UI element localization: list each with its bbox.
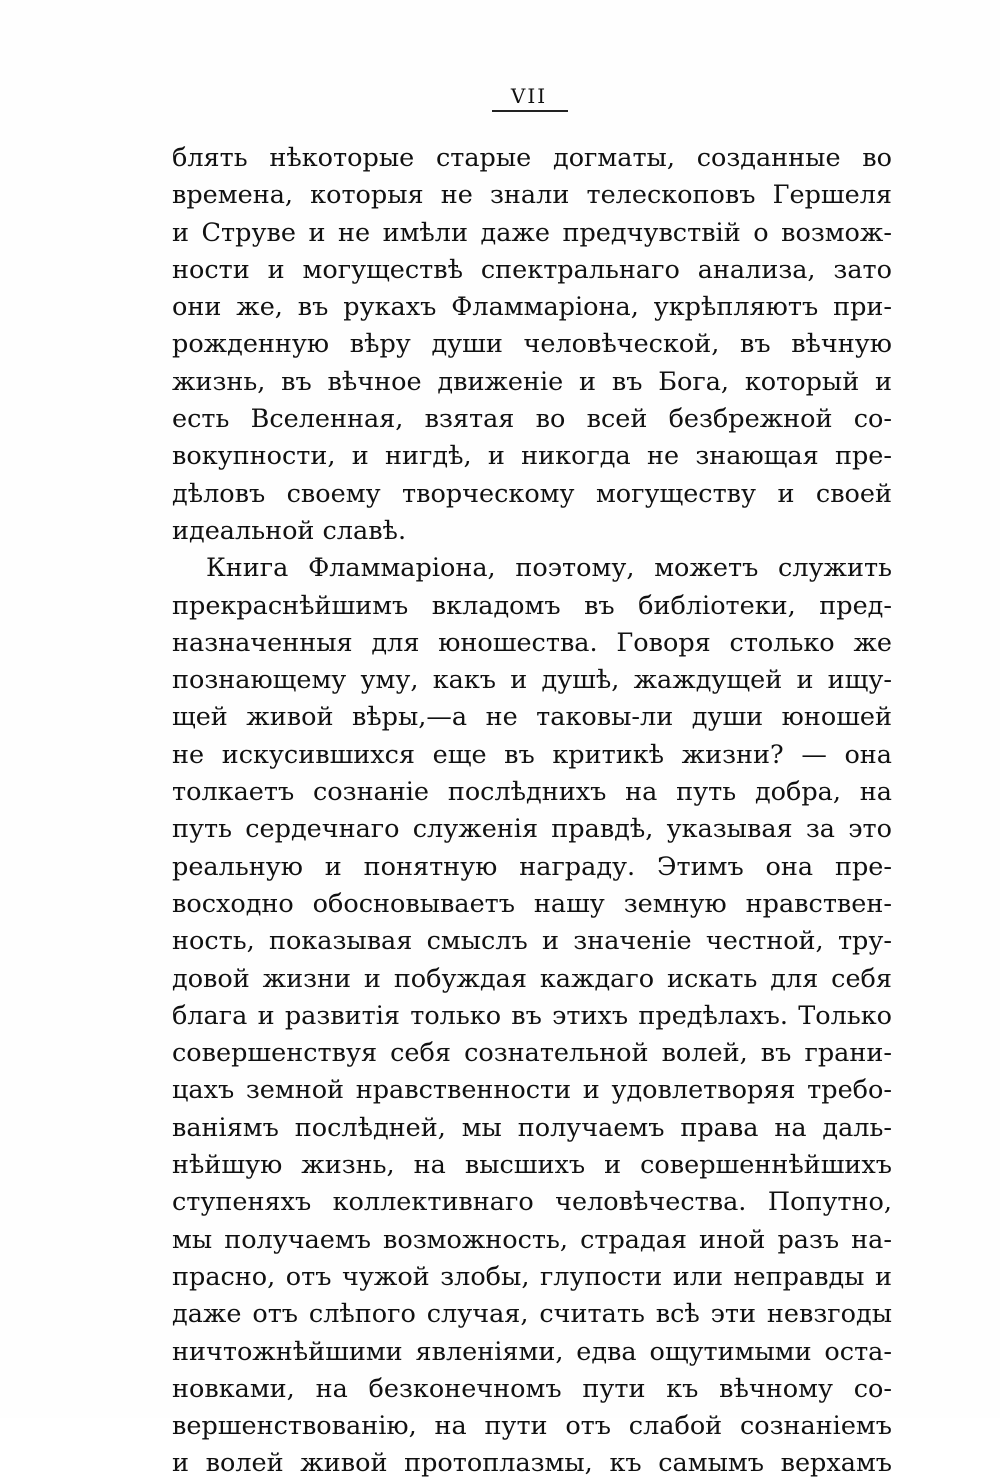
text-line: ность, показывая смыслъ и значеніе честной, тру-: [172, 926, 892, 957]
text-line: назначенныя для юношества. Говоря столько же: [172, 627, 892, 658]
text-line: жизнь, въ вѣчное движеніе и въ Бога, который и: [172, 366, 892, 397]
text-line: Книга Фламмаріона, поэтому, можетъ служить: [206, 553, 892, 584]
text-line: путь сердечнаго служенія правдѣ, указывая за это: [172, 814, 892, 845]
text-line: довой жизни и побуждая каждаго искать для себя: [172, 963, 892, 994]
text-line: времена, которыя не знали телескоповъ Гершеля: [172, 180, 892, 211]
text-line: ваніямъ послѣдней, мы получаемъ права на даль-: [172, 1112, 892, 1143]
text-line: блага и развитія только въ этихъ предѣлахъ. Только: [172, 1000, 892, 1031]
text-line: прасно, отъ чужой злобы, глупости или неправды и: [172, 1261, 892, 1292]
text-line: вокупности, и нигдѣ, и никогда не знающая пре-: [172, 441, 892, 472]
text-line: восходно обосновываетъ нашу земную нравствен-: [172, 888, 892, 919]
text-line: реальную и понятную награду. Этимъ она пре-: [172, 851, 892, 882]
text-line: ступеняхъ коллективнаго человѣчества. Попутно,: [172, 1187, 892, 1218]
text-line: цахъ земной нравственности и удовлетворяя требо-: [172, 1075, 892, 1106]
text-line: есть Вселенная, взятая во всей безбрежной со-: [172, 404, 892, 435]
text-line: ности и могуществѣ спектральнаго анализа, зато: [172, 254, 892, 285]
text-line: они же, въ рукахъ Фламмаріона, укрѣпляютъ при-: [172, 292, 892, 323]
page-number: VII: [510, 84, 548, 108]
text-line: и Струве и не имѣли даже предчувствій о возмож-: [172, 217, 892, 248]
text-line: щей живой вѣры,—а не таковы-ли души юношей: [172, 702, 892, 733]
text-line: познающему уму, какъ и душѣ, жаждущей и ищу-: [172, 665, 892, 696]
text-line: дѣловъ своему творческому могуществу и своей: [172, 478, 892, 509]
text-line: вершенствованію, на пути отъ слабой сознаніемъ: [172, 1411, 892, 1442]
paragraph: [172, 550, 892, 1482]
paragraph: [172, 140, 892, 550]
text-line: новками, на безконечномъ пути къ вѣчному со-: [172, 1373, 892, 1404]
text-line: блять нѣкоторые старые догматы, созданные во: [172, 143, 892, 173]
text-line: и волей живой протоплазмы, къ самымъ верхамъ: [172, 1448, 892, 1479]
text-line: рожденную вѣру души человѣческой, въ вѣчную: [172, 329, 892, 360]
text-line: нѣйшую жизнь, на высшихъ и совершеннѣйшихъ: [172, 1150, 892, 1181]
text-line: идеальной славѣ.: [172, 515, 407, 546]
text-line: ничтожнѣйшими явленіями, едва ощутимыми оста-: [172, 1336, 892, 1367]
body-text: [172, 140, 892, 1483]
text-line: толкаетъ сознаніе послѣднихъ на путь добра, на: [172, 777, 892, 808]
text-line: не искусившихся еще въ критикѣ жизни? — она: [172, 739, 892, 770]
text-line: прекраснѣйшимъ вкладомъ въ библіотеки, пред-: [172, 590, 892, 621]
text-line: совершенствуя себя сознательной волей, въ грани-: [172, 1038, 892, 1069]
text-line: мы получаемъ возможность, страдая иной разъ на-: [172, 1224, 892, 1255]
text-line: даже отъ слѣпого случая, считать всѣ эти невзгоды: [172, 1299, 892, 1330]
page-number-rule: [492, 110, 568, 112]
